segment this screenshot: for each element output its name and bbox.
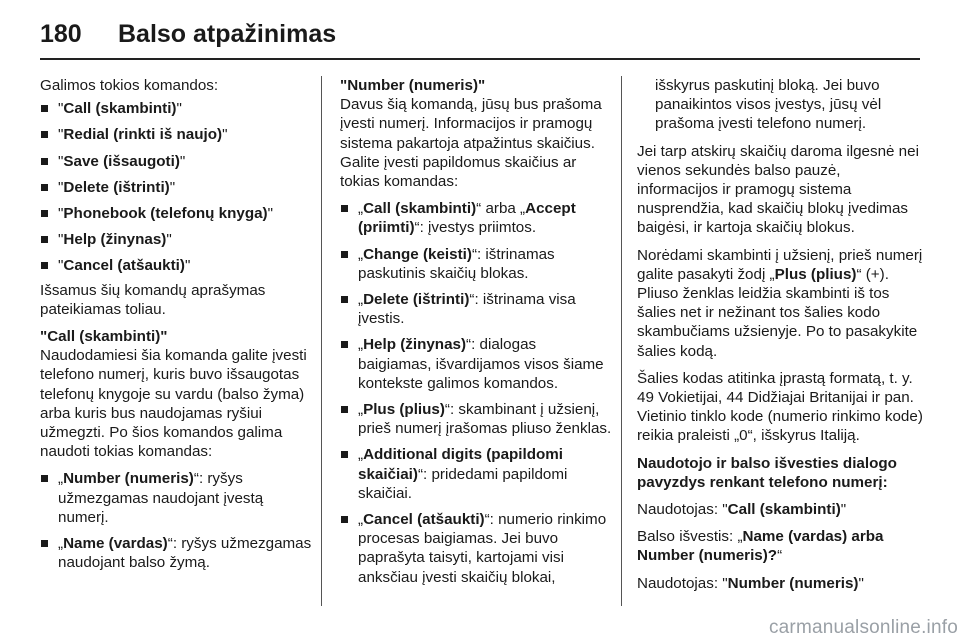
column-3	[637, 76, 925, 601]
number-subcommand: „Help (žinynas)“: dialogas baigiamas, išvardijamos visos šiame kontekste galimos komandos.	[340, 335, 612, 393]
column-2	[340, 76, 612, 594]
command-list-item: "Phonebook (telefonų knyga)"	[40, 204, 312, 223]
number-description: Davus šią komandą, jūsų bus prašoma įvesti numerį. Informacijos ir pramogų sistema pakartoja atpažintus skaičius. Galite įvesti papildomus skaičius ar tokias komandas:	[340, 96, 602, 191]
command-list-item: "Delete (ištrinti)"	[40, 178, 312, 197]
number-subcommand: „Cancel (atšaukti)“: numerio rinkimo procesas baigiamas. Jei buvo paprašyta taisyti, kartojami visi anksčiau įvesti skaičių blokai,	[340, 510, 612, 587]
header-rule	[40, 58, 920, 60]
command-list-item: "Cancel (atšaukti)"	[40, 256, 312, 275]
pause-paragraph: Jei tarp atskirų skaičių daroma ilgesnė nei vienos sekundės balso pauzė, informacijos ir pramogų sistema nusprendžia, kad skaičių blokų įvedimas baigėsi, ir kartoja skaičių blokus.	[637, 142, 919, 237]
column-1	[40, 76, 312, 579]
dialog-line: Naudotojas: "Number (numeris)"	[637, 574, 864, 592]
command-list-item: "Call (skambinti)"	[40, 99, 312, 118]
command-list-item: "Help (žinynas)"	[40, 230, 312, 249]
page-title: Balso atpažinimas	[118, 20, 337, 48]
command-list-item: "Redial (rinkti iš naujo)"	[40, 125, 312, 144]
commands-outro: Išsamus šių komandų aprašymas pateikiamas toliau.	[40, 281, 266, 318]
country-code-paragraph: Šalies kodas atitinka įprastą formatą, t. y. 49 Vokietijai, 44 Didžiajai Britanijai ir pan. Vietinio tinklo kode (numerio rinkimo kode) reikia praleisti „0“, išskyrus Italiją.	[637, 369, 923, 445]
command-list-item: "Save (išsaugoti)"	[40, 152, 312, 171]
column-divider	[621, 76, 622, 606]
call-heading: "Call (skambinti)"	[40, 328, 168, 346]
dialog-line: Balso išvestis: „Name (vardas) arba Number (numeris)?“	[637, 528, 884, 565]
continued-text: išskyrus paskutinį bloką. Jei buvo panaikintos visos įvestys, jūsų vėl prašoma įvesti telefono numerį.	[655, 77, 882, 133]
number-subcommand: „Delete (ištrinti)“: ištrinama visa įvestis.	[340, 290, 612, 328]
number-subcommand: „Change (keisti)“: ištrinamas paskutinis skaičių blokas.	[340, 245, 612, 283]
number-subcommand: „Additional digits (papildomi skaičiai)“: pridedami papildomi skaičiai.	[340, 445, 612, 503]
page-header	[40, 14, 920, 58]
column-divider	[321, 76, 322, 606]
call-subcommand: „Name (vardas)“: ryšys užmezgamas naudojant balso žymą.	[40, 534, 312, 572]
number-heading: "Number (numeris)"	[340, 77, 486, 94]
call-description: Naudodamiesi šia komanda galite įvesti telefono numerį, kuris buvo išsaugotas telefonų knygoje su vardu (balso žyma) arba kuris bus naudojamas ryšiui užmegzti. Po šios komandos galima naudoti tokias komandas:	[40, 347, 307, 461]
plus-paragraph: Norėdami skambinti į užsienį, prieš numerį galite pasakyti žodį „Plus (plius)“ (+). Pliuso ženklas leidžia skambinti iš tos šalies net ir nežinant tos šalies kodo skambučiams užsienyje. Po to pasakykite šalies kodą.	[637, 246, 923, 360]
commands-intro: Galimos tokios komandos:	[40, 77, 219, 94]
example-heading: Naudotojo ir balso išvesties dialogo pavyzdys renkant telefono numerį:	[637, 454, 897, 491]
number-subcommand: „Call (skambinti)“ arba „Accept (priimti)“: įvestys priimtos.	[340, 199, 612, 237]
call-subcommand: „Number (numeris)“: ryšys užmezgamas naudojant įvestą numerį.	[40, 469, 312, 527]
number-subcommand: „Plus (plius)“: skambinant į užsienį, prieš numerį įrašomas pliuso ženklas.	[340, 400, 612, 438]
page-number: 180	[40, 20, 82, 48]
watermark: carmanualsonline.info	[768, 617, 958, 638]
dialog-line: Naudotojas: "Call (skambinti)"	[637, 501, 847, 519]
